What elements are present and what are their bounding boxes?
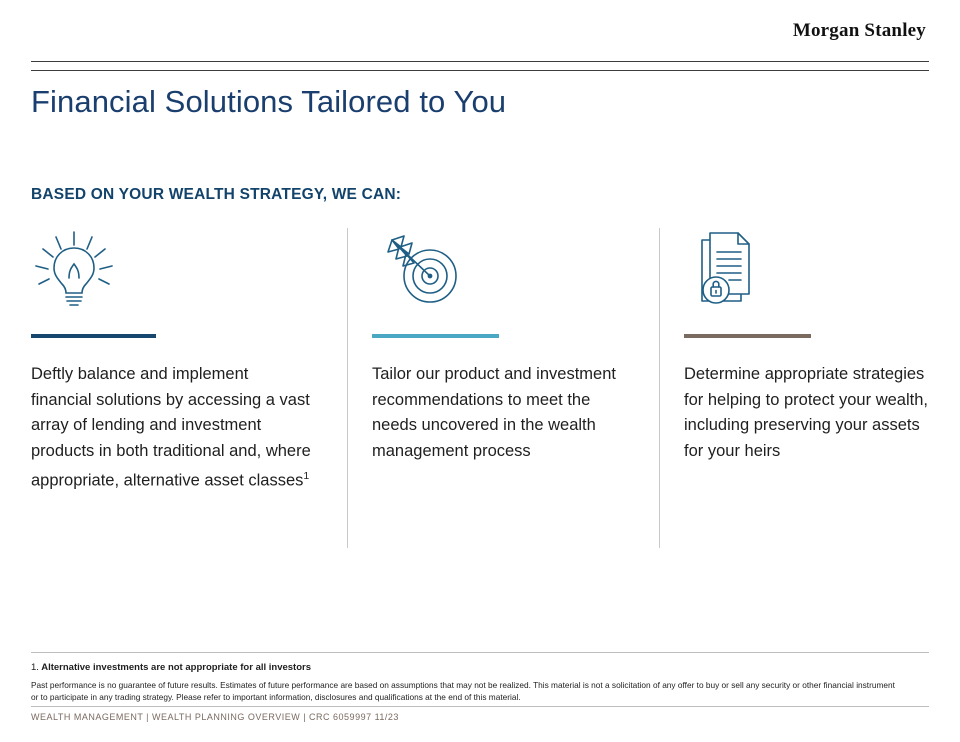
brand-logo: Morgan Stanley [792, 20, 926, 41]
content-columns [31, 228, 929, 548]
header-rule-upper [31, 61, 929, 62]
column-tailored-recommendations [347, 228, 659, 548]
disclaimer-text: Past performance is no guarantee of future results. Estimates of future performance are based on assumptions that may not be realized. This material is not a solicitation of any offer to buy or sell any security or other financial instrument or to participate in any trading strategy. Please refer to important information, disclosures and qualifications at the end of this material. [31, 680, 895, 702]
accent-bar-column-2 [372, 334, 499, 338]
page-subtitle: BASED ON YOUR WEALTH STRATEGY, WE CAN: [31, 186, 402, 203]
page-title: Financial Solutions Tailored to You [31, 84, 507, 119]
document-lock-icon [684, 228, 929, 314]
column-3-text: Determine appropriate strategies for helping to protect your wealth, including preserving your assets for your heirs [684, 365, 928, 460]
column-2-text: Tailor our product and investment recommendations to meet the needs uncovered in the wealth management process [372, 365, 616, 460]
footnote-text: Alternative investments are not appropriate for all investors [41, 662, 312, 673]
footnote-number: 1. [31, 662, 39, 673]
accent-bar-column-1 [31, 334, 156, 338]
footer-divider [31, 706, 929, 707]
footer-meta: WEALTH MANAGEMENT | WEALTH PLANNING OVERVIEW | CRC 6059997 11/23 [31, 712, 399, 722]
footnote-entry [31, 662, 311, 673]
accent-bar-column-3 [684, 334, 811, 338]
header-rule-lower [31, 70, 929, 71]
column-1-text: Deftly balance and implement financial solutions by accessing a vast array of lending and investment products in both traditional and, where appropriate, alternative asset classes$^1$ [31, 365, 311, 490]
column-lending-solutions [31, 228, 347, 548]
footnote-divider [31, 652, 929, 653]
target-arrows-icon [372, 228, 629, 314]
lightbulb-icon [31, 228, 311, 314]
column-wealth-protection [659, 228, 929, 548]
footnote-marker-1: 1 [303, 470, 310, 482]
